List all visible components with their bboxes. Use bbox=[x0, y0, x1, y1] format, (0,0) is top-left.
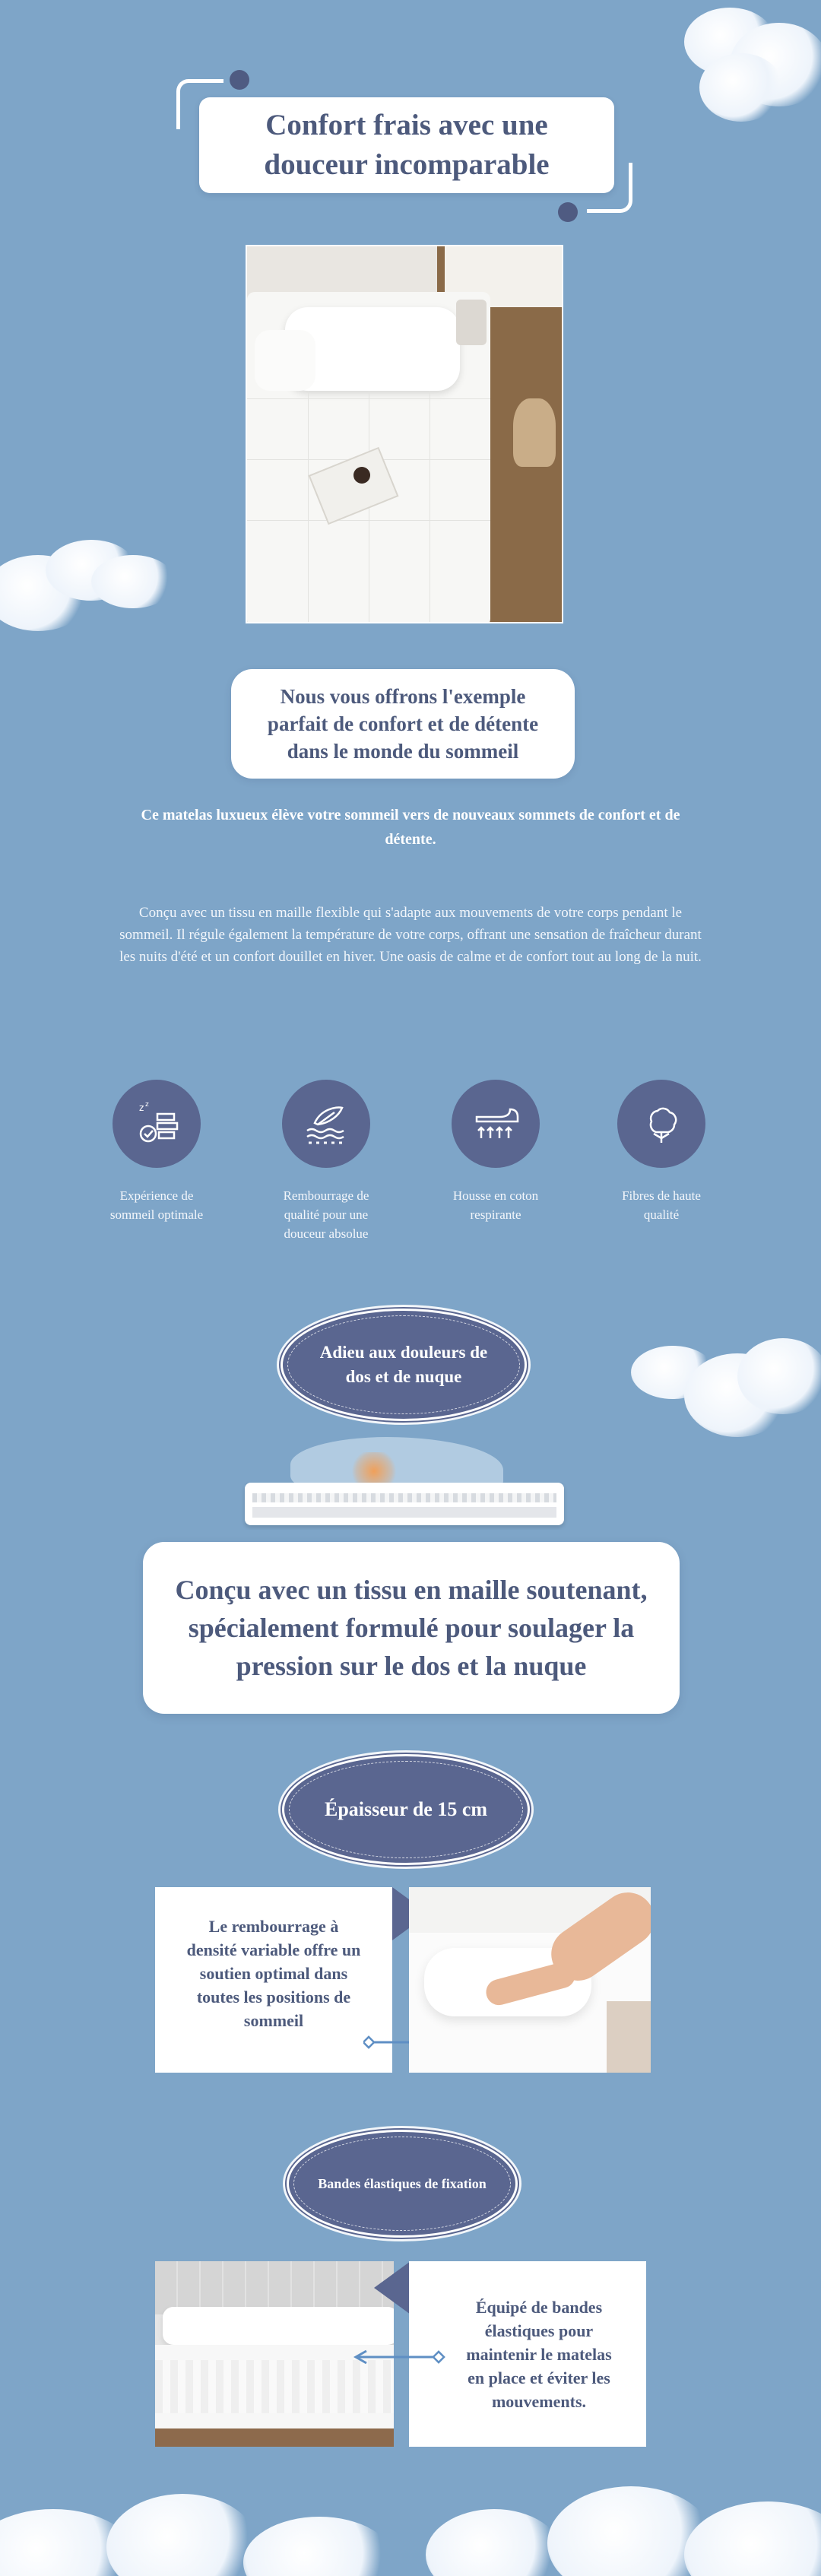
intro-body: Conçu avec un tissu en maille flexible qui s'adapte aux mouvements de votre corps pendant le sommeil. Il régule également la température de votre corps, offrant une sensation de fraîcheur durant les nuits d'été et un confort douillet en hiver. Une oasis de calme et de confort tout au long de la nuit. bbox=[119, 905, 702, 965]
feature-padding-label: Rembourrage de qualité pour une douceur absolue bbox=[283, 1188, 369, 1241]
page-title-card bbox=[199, 97, 614, 193]
back-pain-badge-text: Adieu aux douleurs de dos et de nuque bbox=[319, 1343, 488, 1386]
straps-info-text: Équipé de bandes élastiques pour maintenir le matelas en place et éviter les mouvements. bbox=[466, 2297, 612, 2411]
back-pain-card-text: Conçu avec un tissu en maille soutenant, spécialement formulé pour soulager la pression sur le dos et la nuque bbox=[175, 1575, 648, 1681]
cloud-bottom bbox=[0, 2471, 821, 2576]
thickness-info-text: Le rembourrage à densité variable offre un soutien optimal dans toutes les positions de sommeil bbox=[186, 1916, 361, 2030]
feature-breathable bbox=[420, 1080, 572, 1224]
hero-bed-photo bbox=[246, 245, 563, 623]
straps-badge-text: Bandes élastiques de fixation bbox=[318, 2176, 487, 2191]
feather-icon bbox=[282, 1080, 370, 1168]
back-pain-badge bbox=[283, 1311, 525, 1419]
intro-card bbox=[231, 669, 575, 779]
cloud-top-right bbox=[669, 0, 821, 137]
cotton-icon bbox=[617, 1080, 705, 1168]
back-pain-card bbox=[143, 1542, 680, 1714]
breathable-icon bbox=[452, 1080, 540, 1168]
straps-badge bbox=[289, 2132, 515, 2235]
feature-sleep bbox=[81, 1080, 233, 1224]
svg-text:z: z bbox=[139, 1102, 144, 1113]
intro-lead: Ce matelas luxueux élève votre sommeil vers de nouveaux sommets de confort et de détente. bbox=[141, 807, 680, 848]
cloud-left bbox=[0, 525, 182, 654]
intro-card-text: Nous vous offrons l'exemple parfait de confort et de détente dans le monde du sommeil bbox=[267, 685, 539, 763]
thickness-info-box bbox=[155, 1887, 392, 2073]
arrow-left-icon bbox=[351, 2346, 445, 2369]
feature-fibers bbox=[585, 1080, 737, 1224]
thickness-badge-text: Épaisseur de 15 cm bbox=[324, 1798, 488, 1820]
svg-text:z: z bbox=[145, 1101, 149, 1109]
feature-sleep-label: Expérience de sommeil optimale bbox=[109, 1188, 204, 1222]
title-dot-top bbox=[230, 70, 249, 90]
feature-fibers-label: Fibres de haute qualité bbox=[622, 1188, 701, 1222]
thickness-badge bbox=[284, 1756, 528, 1863]
feature-padding bbox=[250, 1080, 402, 1243]
mattress-pressure-illustration bbox=[237, 1437, 572, 1530]
page-title: Confort frais avec une douceur incomparable bbox=[264, 109, 550, 181]
thickness-photo bbox=[409, 1887, 651, 2073]
sleep-icon bbox=[113, 1080, 201, 1168]
straps-pointer-icon bbox=[372, 2261, 410, 2314]
feature-breathable-label: Housse en coton respirante bbox=[452, 1188, 539, 1222]
cloud-right-mid bbox=[631, 1323, 821, 1475]
title-dot-bottom bbox=[558, 202, 578, 222]
